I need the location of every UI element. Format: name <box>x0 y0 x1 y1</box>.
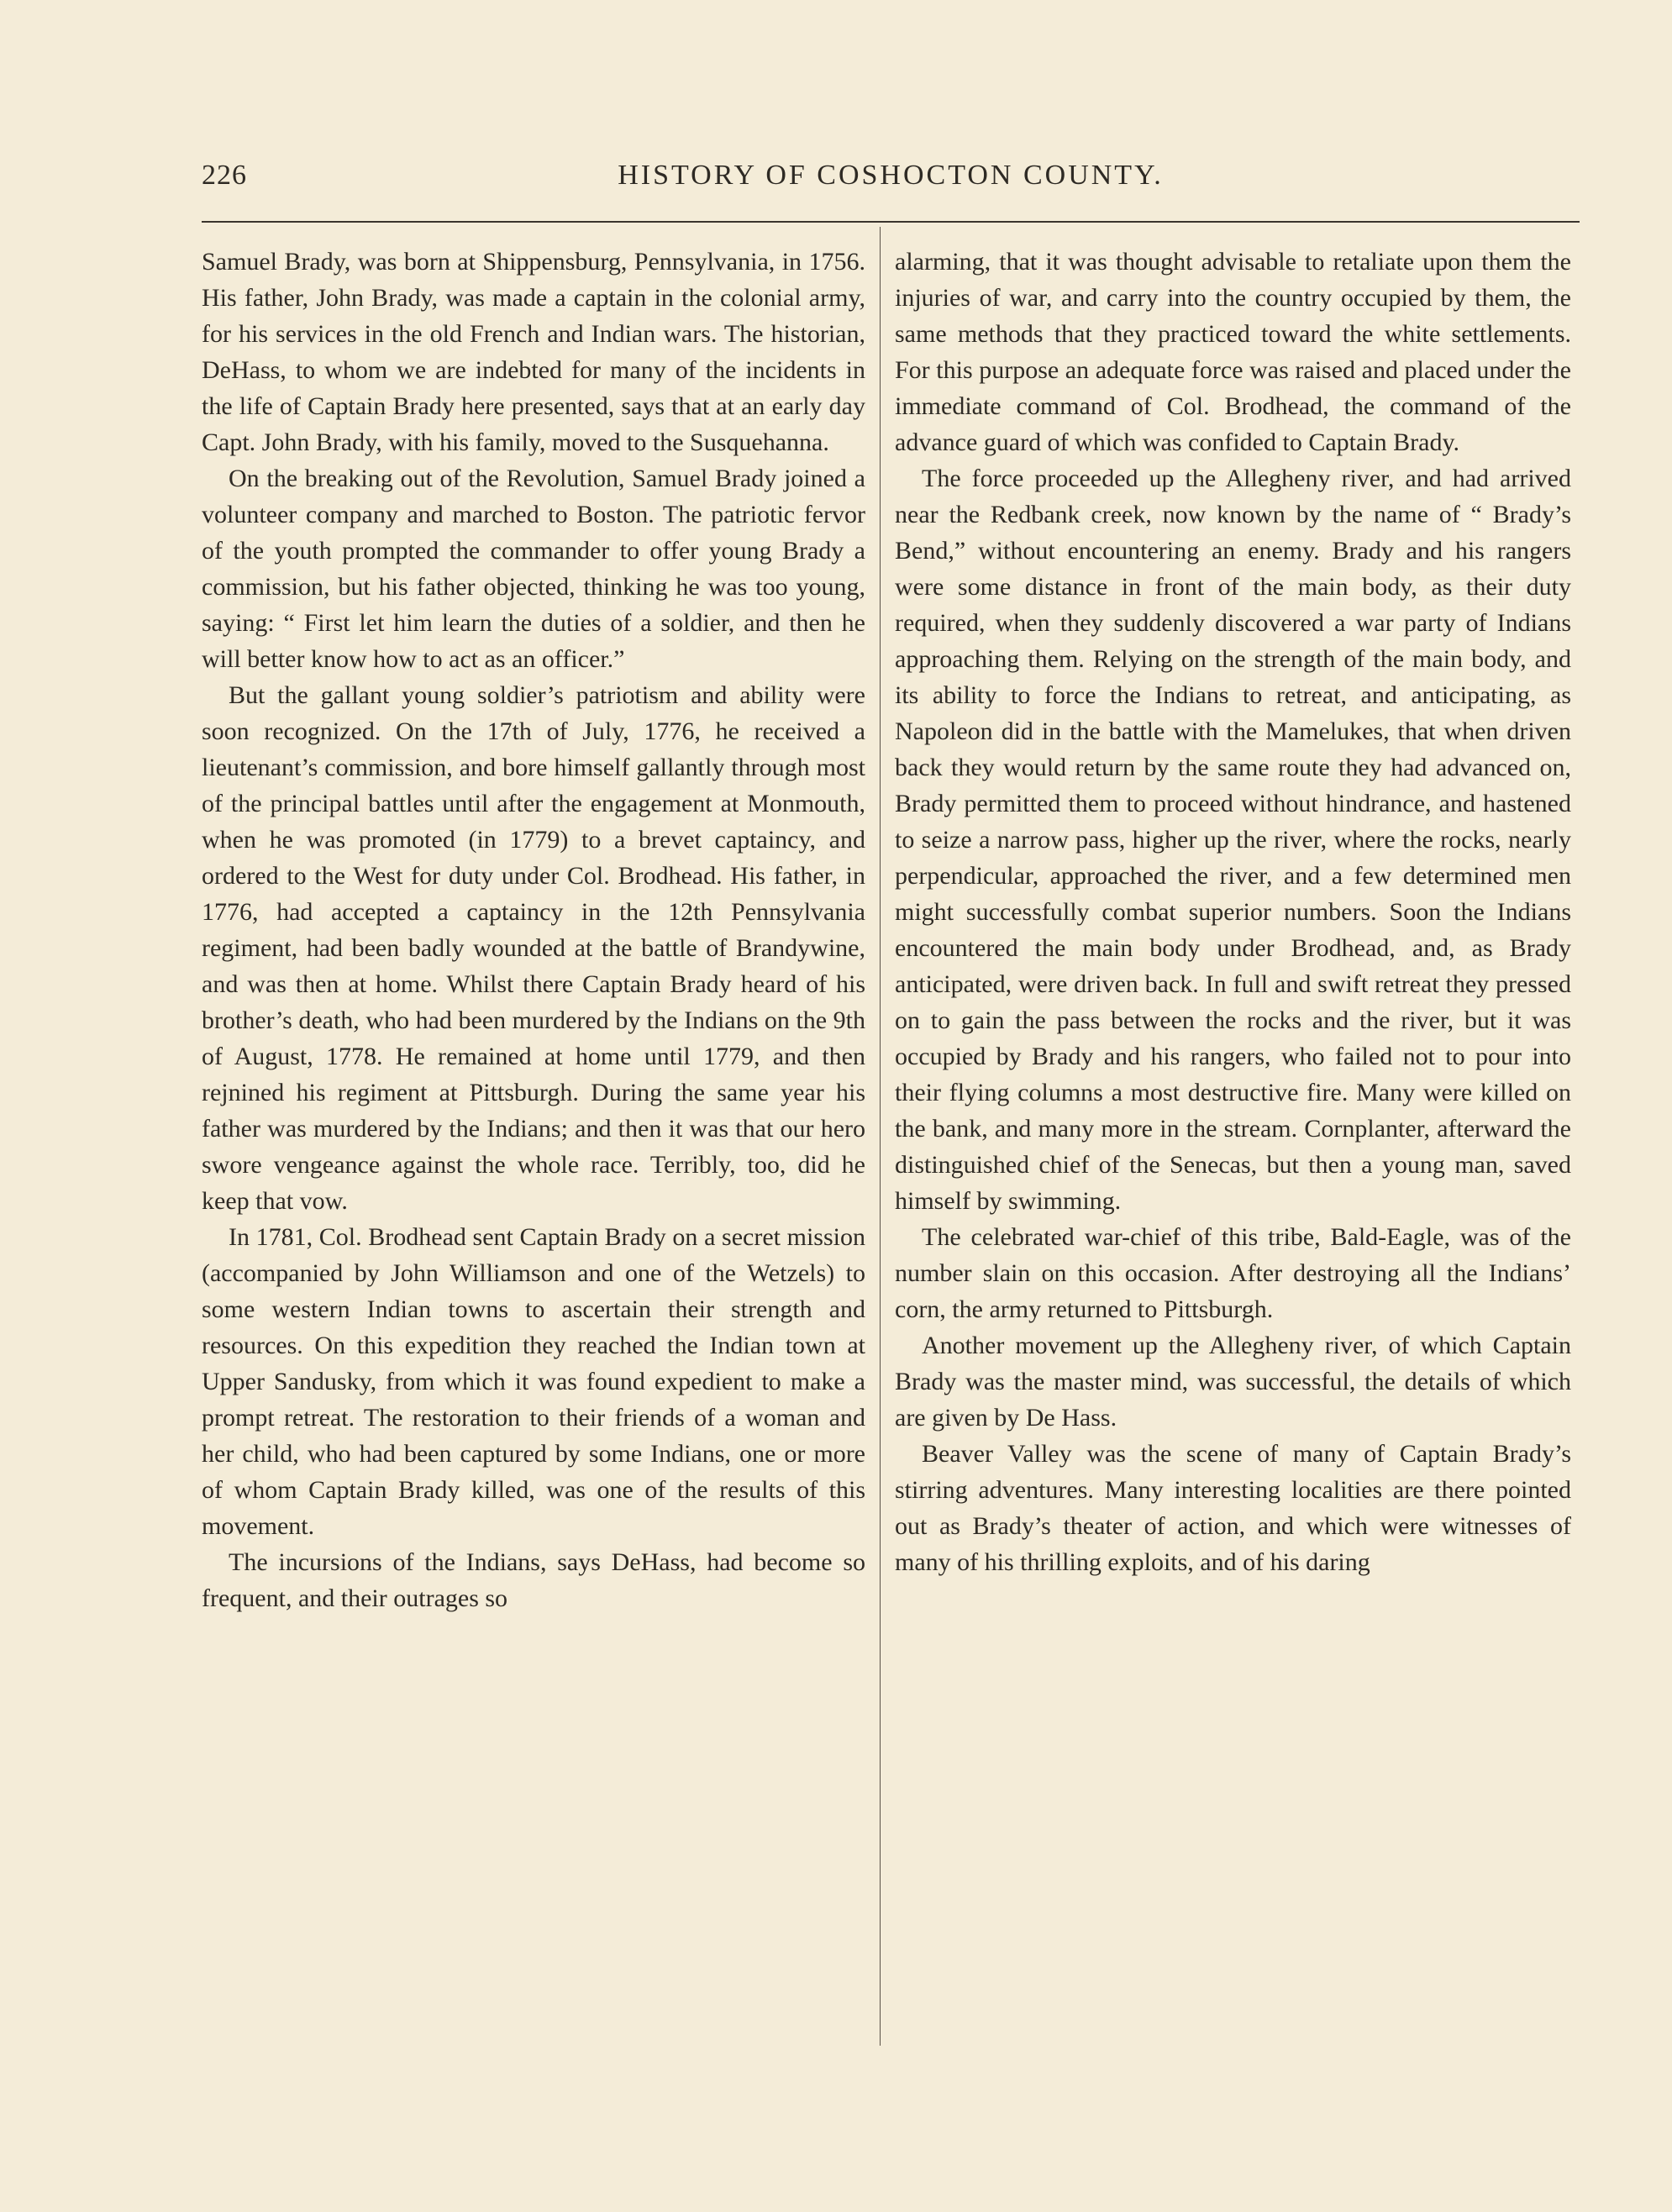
paragraph: On the breaking out of the Revolution, Samuel Brady joined a volunteer company and marched to Boston. The patriotic fervor of the youth prompted the commander to offer young Brady a commission, but his father objected, thinking he was too young, saying: “ First let him learn the duties of a soldier, and then he will better know how to act as an officer.” <box>202 465 865 673</box>
header-rule <box>202 221 1580 223</box>
running-title: HISTORY OF COSHOCTON COUNTY. <box>618 160 1164 191</box>
paragraph: Samuel Brady, was born at Shippensburg, Pennsylvania, in 1756. His father, John Brady, was made a captain in the colonial army, for his services in the old French and Indian wars. The historian, DeHass, to whom we are indebted for many of the incidents in the life of Captain Brady here presented, says that at an early day Capt. John Brady, with his family, moved to the Susquehanna. <box>202 248 865 456</box>
paragraph: In 1781, Col. Brodhead sent Captain Brady on a secret mission (accompanied by John Williamson and one of the Wetzels) to some western Indian towns to ascertain their strength and resources. On this expedition they reached the Indian town at Upper Sandusky, from which it was found expedient to make a prompt retreat. The restoration to their friends of a woman and her child, who had been captured by some Indians, one or more of whom Captain Brady killed, was one of the results of this movement. <box>202 1223 865 1540</box>
paragraph: Beaver Valley was the scene of many of Captain Brady’s stirring adventures. Many interesting localities are there pointed out as Brady’s theater of action, and which were witnesses of many of his thrilling exploits, and of his daring <box>895 1440 1571 1576</box>
column-divider <box>880 227 881 2046</box>
page-header <box>202 160 1580 210</box>
paragraph: The incursions of the Indians, says DeHass, had become so frequent, and their outrages so <box>202 1548 865 1612</box>
paragraph: The celebrated war-chief of this tribe, Bald-Eagle, was of the number slain on this occasion. After destroying all the Indians’ corn, the army returned to Pittsburgh. <box>895 1223 1571 1323</box>
right-column <box>895 244 1571 1580</box>
paragraph-continuation: alarming, that it was thought advisable to retaliate upon them the injuries of war, and carry into the country occupied by them, the same methods that they practiced toward the white settlements. For this purpose an adequate force was raised and placed under the immediate command of Col. Brodhead, the command of the advance guard of which was confided to Captain Brady. <box>895 248 1571 456</box>
left-column <box>202 244 865 1616</box>
page-number: 226 <box>202 160 247 191</box>
paragraph: But the gallant young soldier’s patriotism and ability were soon recognized. On the 17th of July, 1776, he received a lieutenant’s commission, and bore himself gallantly through most of the principal battles until after the engagement at Monmouth, when he was promoted (in 1779) to a brevet captaincy, and ordered to the West for duty under Col. Brodhead. His father, in 1776, had accepted a captaincy in the 12th Pennsylvania regiment, had been badly wounded at the battle of Brandywine, and was then at home. Whilst there Captain Brady heard of his brother’s death, who had been murdered by the Indians on the 9th of August, 1778. He remained at home until 1779, and then rejnined his regiment at Pittsburgh. During the same year his father was murdered by the Indians; and then it was that our hero swore vengeance against the whole race. Terribly, too, did he keep that vow. <box>202 681 865 1215</box>
paragraph: Another movement up the Allegheny river, of which Captain Brady was the master mind, was successful, the details of which are given by De Hass. <box>895 1332 1571 1432</box>
paragraph: The force proceeded up the Allegheny river, and had arrived near the Redbank creek, now known by the name of “ Brady’s Bend,” without encountering an enemy. Brady and his rangers were some distance in front of the main body, as their duty required, when they suddenly discovered a war party of Indians approaching them. Relying on the strength of the main body, and its ability to force the Indians to retreat, and anticipating, as Napoleon did in the battle with the Mamelukes, that when driven back they would return by the same route they had advanced on, Brady permitted them to proceed without hindrance, and hastened to seize a narrow pass, higher up the river, where the rocks, nearly perpendicular, approached the river, and a few determined men might successfully combat superior numbers. Soon the Indians encountered the main body under Brodhead, and, as Brady anticipated, were driven back. In full and swift retreat they pressed on to gain the pass between the rocks and the river, but it was occupied by Brady and his rangers, who failed not to pour into their flying columns a most destructive fire. Many were killed on the bank, and many more in the stream. Cornplanter, afterward the distinguished chief of the Senecas, but then a young man, saved himself by swimming. <box>895 465 1571 1215</box>
